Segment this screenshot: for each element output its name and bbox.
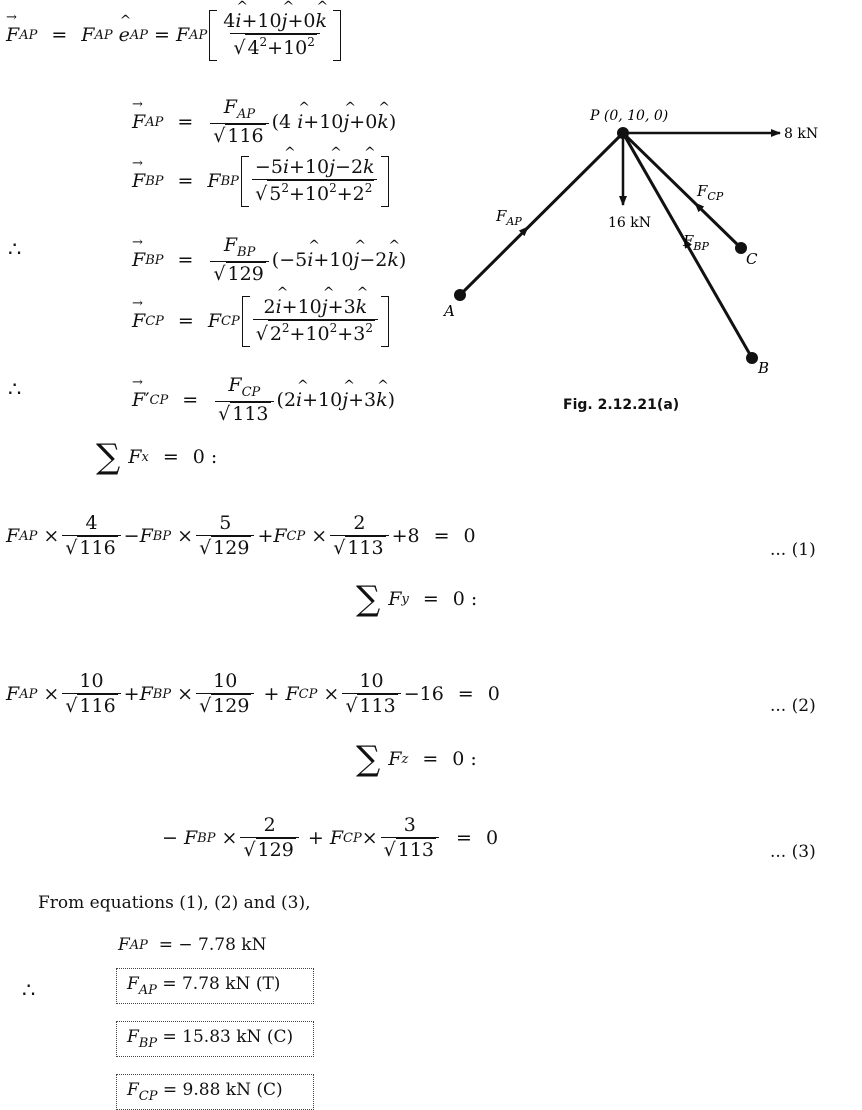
result-box-fbp: $F_{BP} = 15.83$ kN (C) xyxy=(116,1021,314,1057)
equation-number-1: ... (1) xyxy=(770,540,816,560)
label-8kn: 8 kN xyxy=(784,126,819,142)
bracket-group xyxy=(209,10,341,61)
equation-fbp-unit-vector: → F BP = F BP −5^ i+10^ j−2^ k √ $5^2+10^2+2^2$ xyxy=(132,156,391,207)
label-fbp: $F_{BP}$ xyxy=(683,232,709,253)
equation-3: − F BP × 2 √ 129 + F CP × 3 √ 113 = 0 xyxy=(162,814,499,861)
force-diagram xyxy=(440,90,840,390)
joint-p xyxy=(617,127,629,139)
equation-fbp-vector: → F BP = $F_{BP}$ √ 129 ( − 5 ^ i + 10 ^ j − 2 ^ k ) xyxy=(132,234,406,286)
equation-number-3: ... (3) xyxy=(770,842,816,862)
label-16kn: 16 kN xyxy=(608,215,651,231)
sum-fx-heading: ∑ F x = 0 : xyxy=(96,437,218,477)
arrow-fap xyxy=(510,227,528,245)
joint-a xyxy=(454,289,466,301)
joint-b xyxy=(746,352,758,364)
equation-fcp-vector: → F ′ CP = $F_{CP}$ √ 113 ( 2 ^ i + 10 ^ j + 3 ^ k ) xyxy=(132,374,395,426)
equation-number-2: ... (2) xyxy=(770,696,816,716)
result-box-fcp: $F_{CP} = 9.88$ kN (C) xyxy=(116,1074,314,1110)
label-b: B xyxy=(758,359,770,377)
label-fcp: $F_{CP}$ xyxy=(697,182,724,203)
vector-arrow: → F xyxy=(6,24,19,46)
therefore-symbol: ∴ xyxy=(8,377,22,401)
equation-1: F AP × 4 √ 116 − F BP × 5 √ 129 + F CP × 2 √ 113 + 8 = 0 xyxy=(6,512,476,559)
equation-2: F AP × 10 √ 116 + F BP × 10 √ 129 + F CP × 10 √ 113 − 16 = 0 xyxy=(6,670,500,717)
therefore-symbol: ∴ xyxy=(8,237,22,261)
label-fap: $F_{AP}$ xyxy=(496,207,522,228)
label-point-p: P (0, 10, 0) xyxy=(590,108,669,124)
therefore-symbol: ∴ xyxy=(22,978,36,1002)
fap-raw-result: F AP = − 7.78 kN xyxy=(118,935,267,955)
figure-caption: Fig. 2.12.21(a) xyxy=(563,397,680,413)
result-box-fap: $F_{AP} = 7.78$ kN (T) xyxy=(116,968,314,1004)
equation-fcp-unit-vector: → F CP = F CP 2^ i+10^ j+3^ k √ $2^2+10^2+3^2$ xyxy=(132,296,391,347)
from-equations-text: From equations (1), (2) and (3), xyxy=(38,893,311,913)
label-c: C xyxy=(746,250,758,268)
equation-fap-vector: → F AP = $F_{AP}$ √ 116 ( 4 ^ i + 10 ^ j + 0 ^ k ) xyxy=(132,96,396,148)
sum-fz-heading: ∑ F z = 0 : xyxy=(356,739,477,779)
sum-fy-heading: ∑ F y = 0 : xyxy=(356,579,478,619)
arrow-fcp xyxy=(695,203,710,218)
fraction: 4^ i+10^ j+0^ k √ $4^2+10^2$ xyxy=(220,10,330,61)
member-ap xyxy=(460,133,623,295)
label-a: A xyxy=(444,302,455,320)
equation-fap-unit-vector: → F AP = F AP ^ e AP = F AP 4^ i+10^ j+0^ k √ $4^2+10^2$ xyxy=(6,10,343,61)
